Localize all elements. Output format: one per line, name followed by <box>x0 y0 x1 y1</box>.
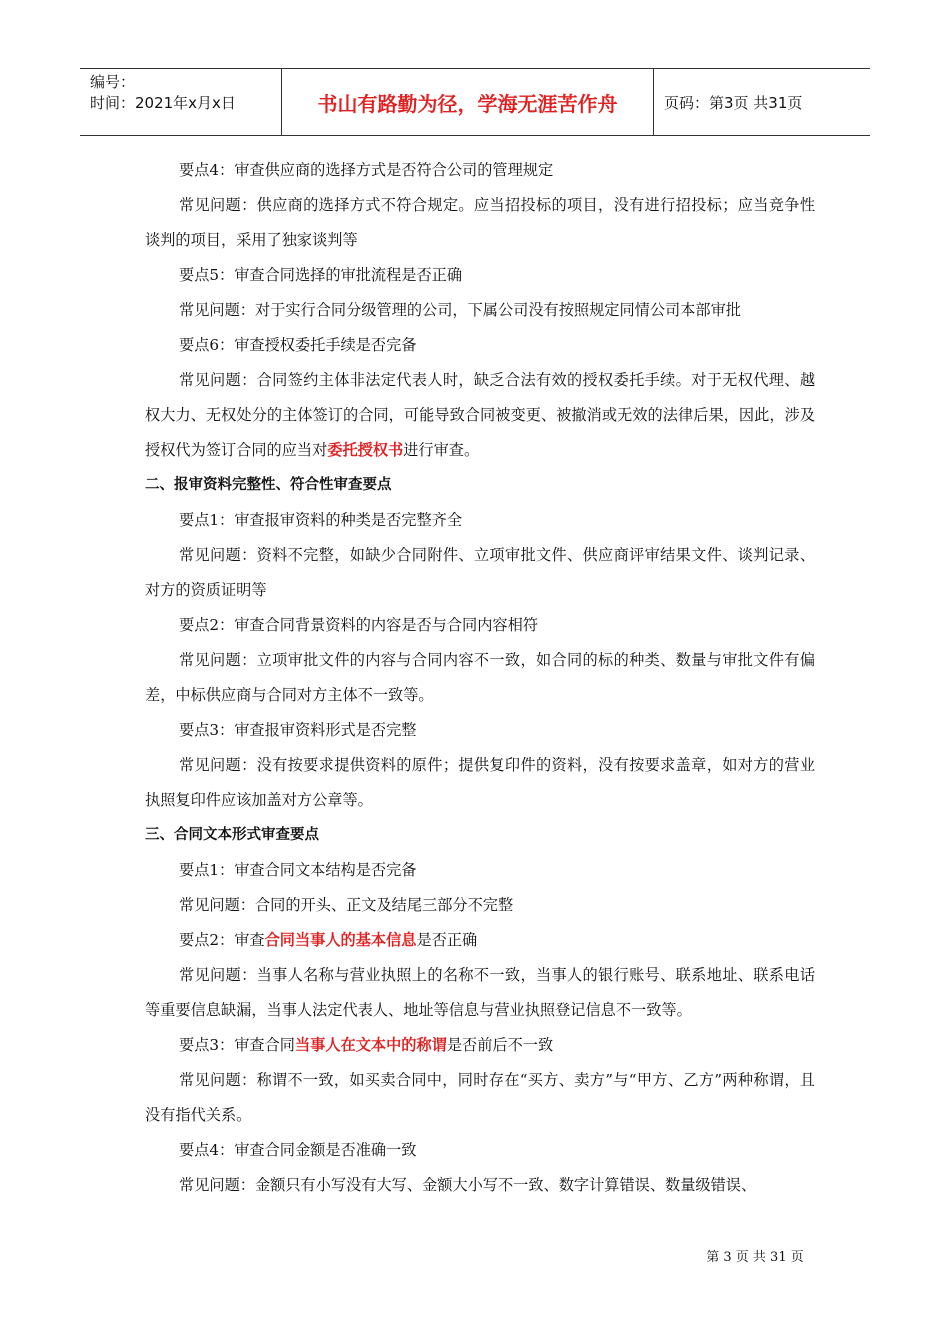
paragraph-text: 要点2：审查合同背景资料的内容是否与合同内容相符 <box>179 616 538 634</box>
paragraph-text: 常见问题：对于实行合同分级管理的公司，下属公司没有按照规定同情公司本部审批 <box>179 301 741 319</box>
body-paragraph <box>145 538 815 608</box>
body-paragraph <box>145 748 815 818</box>
body-paragraph <box>145 1028 815 1063</box>
header-meta-cell <box>80 69 282 135</box>
paragraph-text: 要点1：审查合同文本结构是否完备 <box>179 861 417 879</box>
body-paragraph <box>145 1133 815 1168</box>
body-paragraph <box>145 1168 815 1203</box>
header-motto-cell <box>282 69 654 135</box>
paragraph-text: 常见问题：立项审批文件的内容与合同内容不一致，如合同的标的种类、数量与审批文件有偏差，中标供应商与合同对方主体不一致等。 <box>145 651 815 704</box>
header-page-cell <box>654 69 870 135</box>
section-heading <box>145 468 815 503</box>
body-paragraph <box>145 958 815 1028</box>
paragraph-text: 三、合同文本形式审查要点 <box>145 827 319 843</box>
page-footer <box>0 1246 950 1265</box>
paragraph-text: 常见问题：供应商的选择方式不符合规定。应当招投标的项目，没有进行招投标；应当竞争性谈判的项目，采用了独家谈判等 <box>145 196 815 249</box>
body-paragraph <box>145 328 815 363</box>
body-paragraph <box>145 1063 815 1133</box>
paragraph-text: 要点4：审查合同金额是否准确一致 <box>179 1141 417 1159</box>
paragraph-text: 进行审查。 <box>403 441 480 459</box>
body-paragraph <box>145 713 815 748</box>
body-paragraph <box>145 363 815 468</box>
paragraph-text: 常见问题：合同的开头、正文及结尾三部分不完整 <box>179 896 514 914</box>
body-paragraph <box>145 923 815 958</box>
paragraph-text: 要点6：审查授权委托手续是否完备 <box>179 336 417 354</box>
body-paragraph <box>145 293 815 328</box>
serial-label: 编号： <box>90 73 136 91</box>
paragraph-text: 二、报审资料完整性、符合性审查要点 <box>145 477 392 493</box>
body-paragraph <box>145 608 815 643</box>
paragraph-text: 常见问题：金额只有小写没有大写、金额大小写不一致、数字计算错误、数量级错误、 <box>179 1176 757 1194</box>
highlighted-term: 合同当事人的基本信息 <box>264 931 417 949</box>
paragraph-text: 是否前后不一致 <box>446 1036 554 1054</box>
paragraph-text: 要点4：审查供应商的选择方式是否符合公司的管理规定 <box>179 161 554 179</box>
motto-text: 书山有路勤为径，学海无涯苦作舟 <box>317 91 618 116</box>
body-paragraph <box>145 503 815 538</box>
body-paragraph <box>145 188 815 258</box>
paragraph-text: 要点2：审查 <box>179 931 265 949</box>
paragraph-text: 要点5：审查合同选择的审批流程是否正确 <box>179 266 463 284</box>
highlighted-term: 委托授权书 <box>327 441 404 459</box>
paragraph-text: 要点3：审查报审资料形式是否完整 <box>179 721 417 739</box>
paragraph-text: 常见问题：资料不完整，如缺少合同附件、立项审批文件、供应商评审结果文件、谈判记录、对方的资质证明等 <box>145 546 815 599</box>
document-body <box>145 153 815 1203</box>
paragraph-text: 要点1：审查报审资料的种类是否完整齐全 <box>179 511 463 529</box>
paragraph-text: 要点3：审查合同 <box>179 1036 295 1054</box>
paragraph-text: 常见问题：没有按要求提供资料的原件；提供复印件的资料，没有按要求盖章，如对方的营业执照复印件应该加盖对方公章等。 <box>145 756 815 809</box>
body-paragraph <box>145 153 815 188</box>
highlighted-term: 当事人在文本中的称谓 <box>294 1036 447 1054</box>
page-header <box>80 68 870 136</box>
section-heading <box>145 818 815 853</box>
paragraph-text: 是否正确 <box>416 931 478 949</box>
time-label: 时间：2021年x月x日 <box>90 94 236 112</box>
body-paragraph <box>145 888 815 923</box>
body-paragraph <box>145 853 815 888</box>
body-paragraph <box>145 643 815 713</box>
page-label: 页码：第3页 共31页 <box>664 93 803 112</box>
paragraph-text: 常见问题：合同签约主体非法定代表人时，缺乏合法有效的授权委托手续。对于无权代理、越权大力、无权处分的主体签订的合同，可能导致合同被变更、被撤消或无效的法律后果，因此，涉及授权代为签订合同的应当对 <box>145 371 815 459</box>
body-paragraph <box>145 258 815 293</box>
footer-page-number: 第 3 页 共 31 页 <box>706 1250 804 1265</box>
paragraph-text: 常见问题：称谓不一致，如买卖合同中，同时存在“买方、卖方”与“甲方、乙方”两种称谓，且没有指代关系。 <box>145 1071 815 1124</box>
paragraph-text: 常见问题：当事人名称与营业执照上的名称不一致，当事人的银行账号、联系地址、联系电话等重要信息缺漏，当事人法定代表人、地址等信息与营业执照登记信息不一致等。 <box>145 966 815 1019</box>
